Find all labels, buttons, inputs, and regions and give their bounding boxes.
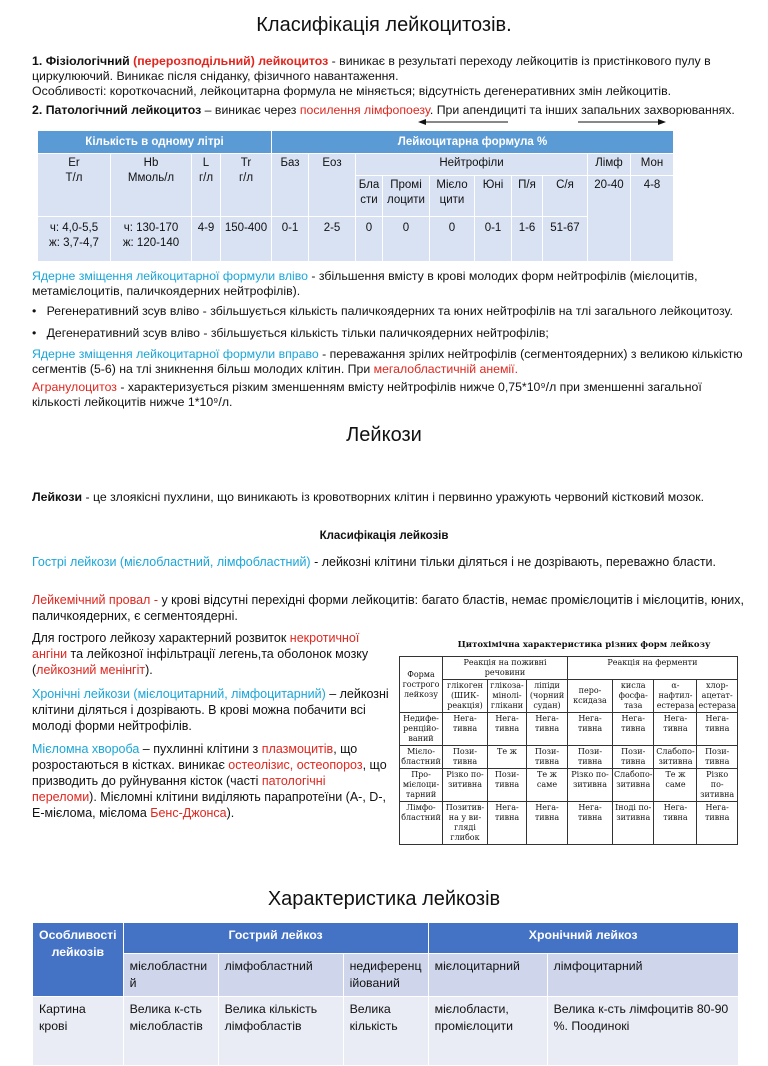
gap-text: у крові відсутні перехідні форми лейкоцитів: багато бластів, немає промієлоцитів і мієлоцитів, юних, паличкоядерних, є сегментоядерні. [32, 593, 745, 623]
classification-title: Класифікація лейкоцитозів. [256, 14, 512, 36]
char-r3: Велика кількість [343, 997, 428, 1066]
chronic-term: Хронічні лейкози [32, 687, 130, 701]
val-limf: 20-40 [588, 176, 631, 262]
myeloma-red2: остеолізис, остеопороз [228, 758, 363, 772]
cyto-cell: Те ж [488, 746, 527, 769]
col-mielo: Мієло цити [430, 176, 475, 217]
p1-num: 1. [32, 54, 43, 68]
left-shift-term: Ядерне зміщення лейкоцитарної формули вліво [32, 269, 308, 283]
myeloma-red4: Бенс-Джонса [150, 806, 227, 820]
cyto-row [400, 713, 738, 746]
cyto-cell: Різко по-зитивна [568, 769, 613, 802]
acute2-red2: лейкозний менінгіт [36, 663, 146, 677]
val-promie: 0 [383, 217, 430, 262]
characteristics-table [32, 922, 739, 1066]
bullet-2: • Дегенеративний зсув вліво - збільшується кількість тільки паличкоядерних нейтрофілів; [32, 326, 549, 340]
cyto-cell: Пози-тивна [697, 746, 737, 769]
cyto-row [400, 769, 738, 802]
agranulocytosis-term: Агранулоцитоз [32, 380, 117, 394]
val-mon: 4-8 [631, 176, 674, 262]
p1-paren: (перерозподільний) лейкоцитоз [133, 54, 329, 68]
header-formula: Лейкоцитарна формула % [272, 131, 674, 154]
left-arrow-head [418, 119, 426, 125]
cyto-cell: Пози-тивна [443, 746, 488, 769]
cyto-row-form: Недифе-ренційо-ваний [400, 713, 443, 746]
cyto-c-glycosam: глікоза-мінолі-глікани [488, 680, 527, 713]
col-hb: Hb Ммоль/л [111, 154, 192, 217]
char-s-lymphocyt: лімфоцитарний [547, 954, 738, 997]
cyto-cell: Пози-тивна [613, 746, 654, 769]
col-baz: Баз [272, 154, 309, 217]
right-arrow-head [658, 119, 666, 125]
cyto-c-glyc: глікоген (ШИК-реакція) [443, 680, 488, 713]
cyto-cell: Слабопо-зитивна [654, 746, 697, 769]
cyto-cell: Нега-тивна [654, 802, 697, 845]
val-l: 4-9 [192, 217, 221, 262]
val-pya: 1-6 [512, 217, 543, 262]
cyto-cell: Нега-тивна [568, 713, 613, 746]
right-shift-paragraph [32, 347, 744, 377]
cyto-row-form: Мієло-бластний [400, 746, 443, 769]
cyto-c-lipid: ліпіди (чорний судан) [527, 680, 568, 713]
acute2-c: ). [145, 663, 153, 677]
myeloma-paragraph [32, 741, 392, 821]
acute-text: - лейкозні клітини тільки діляться і не дозрівають, переважно бласти. [310, 555, 716, 569]
header-count: Кількість в одному літрі [38, 131, 272, 154]
val-mielo: 0 [430, 217, 475, 262]
cyto-cell: Нега-тивна [568, 802, 613, 845]
val-blasts: 0 [356, 217, 383, 262]
p2-rest-b: . При апендициті та інших запальних захворюваннях. [429, 103, 735, 117]
val-er: ч: 4,0-5,5 ж: 3,7-4,7 [38, 217, 111, 262]
col-blasts: Бла сти [356, 176, 383, 217]
cyto-cell: Нега-тивна [527, 713, 568, 746]
p2-red: посилення лімфопоезу [299, 103, 430, 117]
col-neutro: Нейтрофіли [356, 154, 588, 176]
characteristics-title: Характеристика лейкозів [267, 888, 501, 910]
p2-num: 2. [32, 103, 43, 117]
physiological-paragraph [32, 54, 744, 84]
col-er: Er Т/л [38, 154, 111, 217]
cyto-cell: Пози-тивна [568, 746, 613, 769]
cyto-cell: Нега-тивна [527, 802, 568, 845]
myeloma-a: – пухлинні клітини з [139, 742, 262, 756]
acute2-b: та лейкозної інфільтрації легень,та оболонок мозку ( [32, 647, 369, 677]
myeloma-e: ). [226, 806, 235, 820]
chronic-paren: (мієлоцитарний, лімфоцитарний) [129, 687, 326, 701]
cyto-cell: Нега-тивна [488, 802, 527, 845]
cyto-cell: Іноді по-зитивна [613, 802, 654, 845]
col-l: L г/л [192, 154, 221, 217]
val-hb: ч: 130-170 ж: 120-140 [111, 217, 192, 262]
col-yuni: Юні [475, 176, 512, 217]
char-s-undiff: недиференційований [343, 954, 428, 997]
char-r1: Велика к-сть мієлобластів [123, 997, 218, 1066]
bullet-2-text: Дегенеративний зсув вліво - збільшується кількість тільки паличкоядерних нейтрофілів; [46, 326, 549, 340]
char-s-myeloblast: мієлобластний [123, 954, 218, 997]
val-tr: 150-400 [221, 217, 272, 262]
chronic-paragraph [32, 686, 392, 734]
chronic-text: – лейкозні клітини діляться і дозрівають. В крові можна побачити всі молоді форми нейтрофілів. [32, 687, 389, 733]
cyto-cell: Позитив-на у ви-гляді глибок [443, 802, 488, 845]
char-r2: Велика кількість лімфобластів [218, 997, 343, 1066]
blood-norms-table [37, 130, 674, 262]
acute2-red1: некротичної ангіни [32, 631, 360, 661]
right-shift-red: мегалобластичній анемії. [373, 362, 518, 376]
leukoses-title: Лейкози [346, 424, 422, 446]
cyto-cell: Слабопо-зитивна [613, 769, 654, 802]
char-h-feat: Особливості лейкозів [33, 923, 124, 997]
cyto-cell: Нега-тивна [697, 713, 737, 746]
cyto-cell: Різко по-зитивна [697, 769, 737, 802]
p1-rest: - виникає в результаті переходу лейкоцитів із пристінкового пулу в циркулюючий. Виникає після сніданку, фізичного навантаження. [32, 54, 711, 83]
cyto-h-enz: Реакція на ферменти [568, 657, 738, 680]
myeloma-c: , що призводить до руйнування кісток (часті [32, 758, 387, 788]
acute-paragraph [32, 554, 744, 570]
cyto-cell: Те ж саме [654, 769, 697, 802]
acute-paren: (мієлобластний, лімфобластний) [116, 555, 311, 569]
acute2-a: Для гострого лейкозу характерний розвиток [32, 631, 290, 645]
cyto-table-title: Цитохімічна характеристика різних форм лейкозу [457, 640, 711, 650]
myeloma-b: , що розростаються в кістках. виникає [32, 742, 358, 772]
cyto-cell: Нега-тивна [488, 713, 527, 746]
cyto-cell: Нега-тивна [654, 713, 697, 746]
cyto-c-chlor: хлор-ацетат-естераза [697, 680, 737, 713]
col-mon: Мон [631, 154, 674, 176]
gap-paragraph [32, 592, 744, 624]
p1-name: Фізіологічний [45, 54, 130, 68]
myeloma-red1: плазмоцитів [261, 742, 334, 756]
leukosis-definition [32, 490, 744, 505]
right-shift-term: Ядерне зміщення лейкоцитарної формули вправо [32, 347, 319, 361]
cyto-cell: Нега-тивна [613, 713, 654, 746]
col-pya: П/я [512, 176, 543, 217]
char-h-chronic: Хронічний лейкоз [428, 923, 738, 954]
p1-features: Особливості: короткочасний, лейкоцитарна формула не міняється; відсутність дегенеративних змін лейкоцитів. [32, 84, 672, 98]
cyto-row [400, 802, 738, 845]
cytochemical-table [399, 656, 738, 845]
char-s-myelocyt: мієлоцитарний [428, 954, 547, 997]
char-r-label: Картина крові [33, 997, 124, 1066]
col-promie: Промі лоцити [383, 176, 430, 217]
bullet-1-text: Регенеративний зсув вліво - збільшується кількість паличкоядерних та юних нейтрофілів на тлі загального лейкоцитозу. [46, 304, 733, 318]
cyto-cell: Пози-тивна [527, 746, 568, 769]
myeloma-term: Мієломна хвороба [32, 742, 140, 756]
cyto-cell: Нега-тивна [443, 713, 488, 746]
cyto-cell: Нега-тивна [697, 802, 737, 845]
cyto-c-acidph: кисла фосфа-таза [613, 680, 654, 713]
cyto-row-form: Лімфо-бластний [400, 802, 443, 845]
col-eoz: Еоз [309, 154, 356, 217]
leukosis-def-text: - це злоякісні пухлини, що виникають із кровотворних клітин і первинно уражують червоний кістковий мозок. [82, 490, 705, 504]
right-shift-text: - переважання зрілих нейтрофілів (сегментоядерних) з великою кількістю сегментів (5-6) на тлі зникнення більш молодих клітин. При [32, 347, 743, 376]
cyto-cell: Те ж саме [527, 769, 568, 802]
myeloma-red3: патологічні переломи [32, 774, 326, 804]
shift-arrows [400, 116, 740, 128]
acute-term: Гострі лейкози [32, 555, 117, 569]
col-sya: С/я [543, 176, 588, 217]
char-r4: мієлобласти, промієлоцити [428, 997, 547, 1066]
col-limf: Лімф [588, 154, 631, 176]
val-yuni: 0-1 [475, 217, 512, 262]
p2-name: Патологічний лейкоцитоз [45, 103, 202, 117]
p2-rest-a: – виникає через [201, 103, 300, 117]
cyto-cell: Пози-тивна [488, 769, 527, 802]
col-tr: Tr г/л [221, 154, 272, 217]
cyto-row-form: Про-мієлоци-тарний [400, 769, 443, 802]
cyto-h-nutr: Реакція на поживні речовини [443, 657, 568, 680]
char-r5: Велика к-сть лімфоцитів 80-90 %. Поодинокі [547, 997, 738, 1066]
char-s-lymphoblast: лімфобластний [218, 954, 343, 997]
val-baz: 0-1 [272, 217, 309, 262]
cyto-row [400, 746, 738, 769]
bullet-1: • Регенеративний зсув вліво - збільшується кількість паличкоядерних та юних нейтрофілів на тлі загального лейкоцитозу. [32, 304, 733, 318]
char-h-acute: Гострий лейкоз [123, 923, 428, 954]
val-eoz: 2-5 [309, 217, 356, 262]
acute-features-paragraph [32, 630, 392, 678]
leukosis-def-term: Лейкози [32, 490, 83, 504]
cyto-c-naft: α-нафтил-естераза [654, 680, 697, 713]
cyto-h-form: Форма гострого лейкозу [400, 657, 443, 713]
left-shift-text: - збільшення вмісту в крові молодих форм нейтрофілів (мієлоцитів, метамієлоцитів, паличкоядерних нейтрофілів). [32, 269, 698, 298]
cyto-c-perox: перо-ксидаза [568, 680, 613, 713]
left-shift-paragraph [32, 269, 744, 299]
leukosis-class-title: Класифікація лейкозів [319, 530, 449, 542]
agranulocytosis-text: - характеризується різким зменшенням вмісту нейтрофілів нижче 0,75*10⁹/л при зменшенні загальної кількості лейкоцитів нижче 1*10⁹/л. [32, 380, 702, 409]
val-sya: 51-67 [543, 217, 588, 262]
myeloma-d: ). Мієломні клітини виділяють парапротеїни (A-, D-, E-мієлома, мієлома [32, 790, 386, 820]
cyto-cell: Різко по-зитивна [443, 769, 488, 802]
gap-term: Лейкемічний провал - [32, 593, 158, 607]
agranulocytosis-paragraph [32, 380, 744, 410]
